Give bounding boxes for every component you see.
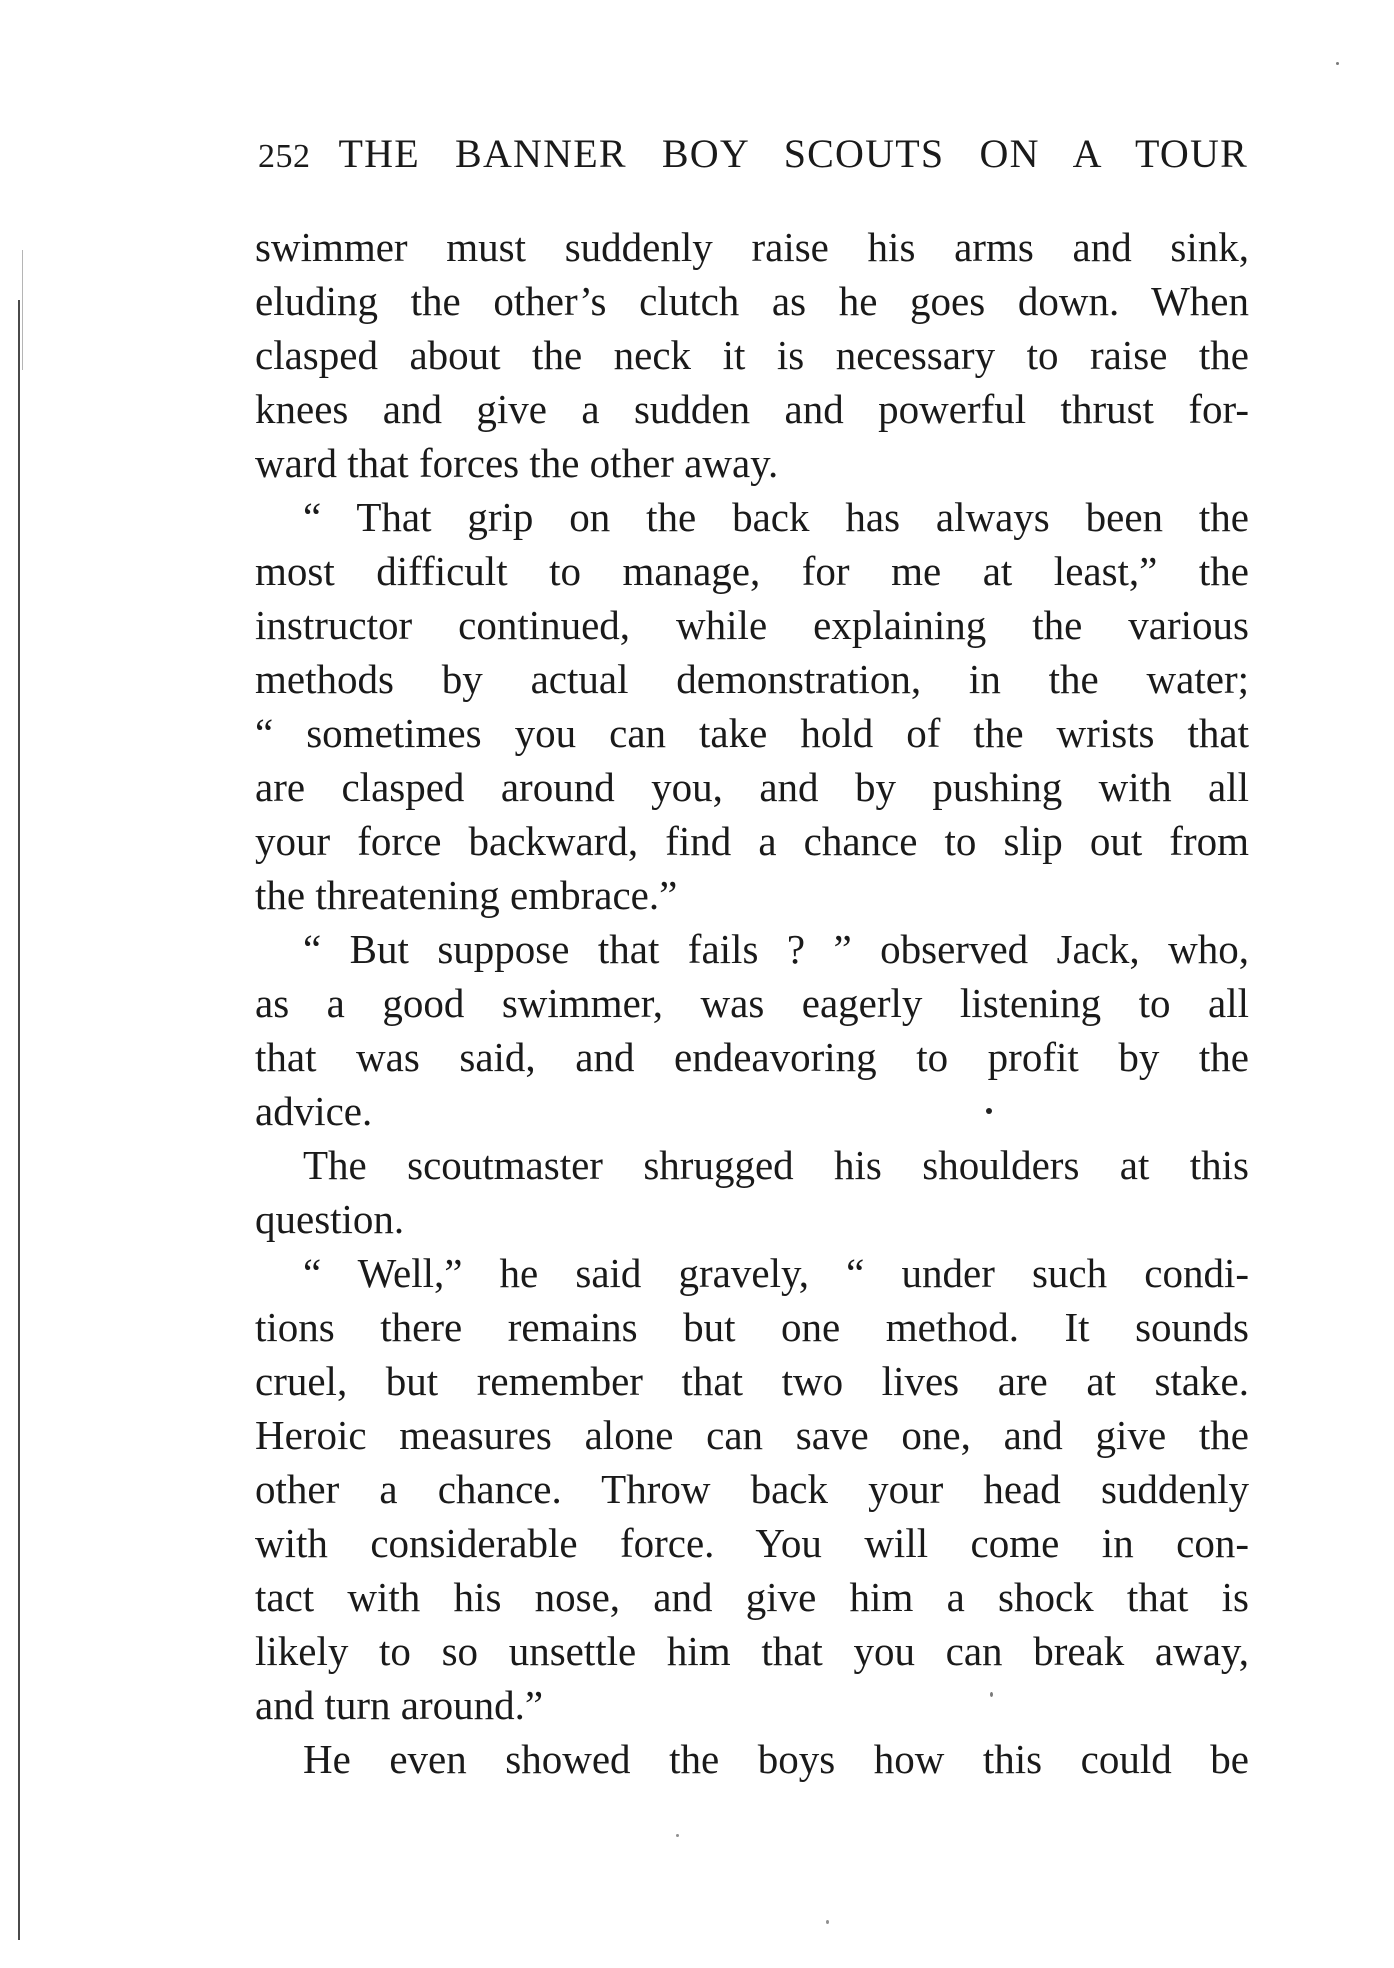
scan-speck — [1336, 62, 1339, 65]
page-number: 252 — [258, 138, 311, 175]
text-line: The scoutmaster shrugged his shoulders at this — [303, 1142, 1249, 1188]
text-line: instructor continued, while explaining the various — [255, 602, 1249, 648]
text-line: other a chance. Throw back your head suddenly — [255, 1466, 1249, 1512]
text-line: methods by actual demonstration, in the water; — [255, 656, 1249, 702]
text-line: cruel, but remember that two lives are at stake. — [255, 1358, 1249, 1404]
text-line: with considerable force. You will come in con- — [255, 1520, 1249, 1566]
gutter-line — [18, 300, 20, 1940]
book-title: THE BANNER BOY SCOUTS ON A TOUR — [338, 131, 1248, 176]
text-line: ward that forces the other away. — [255, 440, 779, 486]
scan-speck — [676, 1834, 679, 1837]
text-line: “ But suppose that fails ? ” observed Jack, who, — [303, 926, 1249, 972]
scan-speck — [990, 1692, 993, 1697]
text-line: knees and give a sudden and powerful thrust for- — [255, 386, 1249, 432]
body-text — [255, 220, 1249, 1786]
text-line: the threatening embrace.” — [255, 872, 678, 918]
text-line: tions there remains but one method. It sounds — [255, 1304, 1249, 1350]
text-line: clasped about the neck it is necessary to raise the — [255, 332, 1249, 378]
text-line: eluding the other’s clutch as he goes down. When — [255, 278, 1249, 324]
text-line: advice. — [255, 1088, 373, 1134]
text-line: tact with his nose, and give him a shock that is — [255, 1574, 1249, 1620]
text-line: “ Well,” he said gravely, “ under such condi- — [303, 1250, 1249, 1296]
text-line: “ sometimes you can take hold of the wrists that — [255, 710, 1249, 756]
text-line: as a good swimmer, was eagerly listening to all — [255, 980, 1249, 1026]
text-line: your force backward, find a chance to slip out from — [255, 818, 1249, 864]
scan-speck — [826, 1920, 829, 1924]
running-head — [258, 130, 1248, 190]
scan-speck — [986, 1108, 992, 1114]
text-line: most difficult to manage, for me at least,” the — [255, 548, 1249, 594]
gutter-line-faint — [22, 250, 23, 370]
text-line: that was said, and endeavoring to profit by the — [255, 1034, 1249, 1080]
text-line: “ That grip on the back has always been the — [303, 494, 1249, 540]
text-line: and turn around.” — [255, 1682, 544, 1728]
text-line: likely to so unsettle him that you can break away, — [255, 1628, 1249, 1674]
text-line: are clasped around you, and by pushing with all — [255, 764, 1249, 810]
text-line: question. — [255, 1196, 405, 1242]
text-line: Heroic measures alone can save one, and give the — [255, 1412, 1249, 1458]
text-line: swimmer must suddenly raise his arms and sink, — [255, 224, 1249, 270]
text-line: He even showed the boys how this could be — [303, 1736, 1249, 1782]
